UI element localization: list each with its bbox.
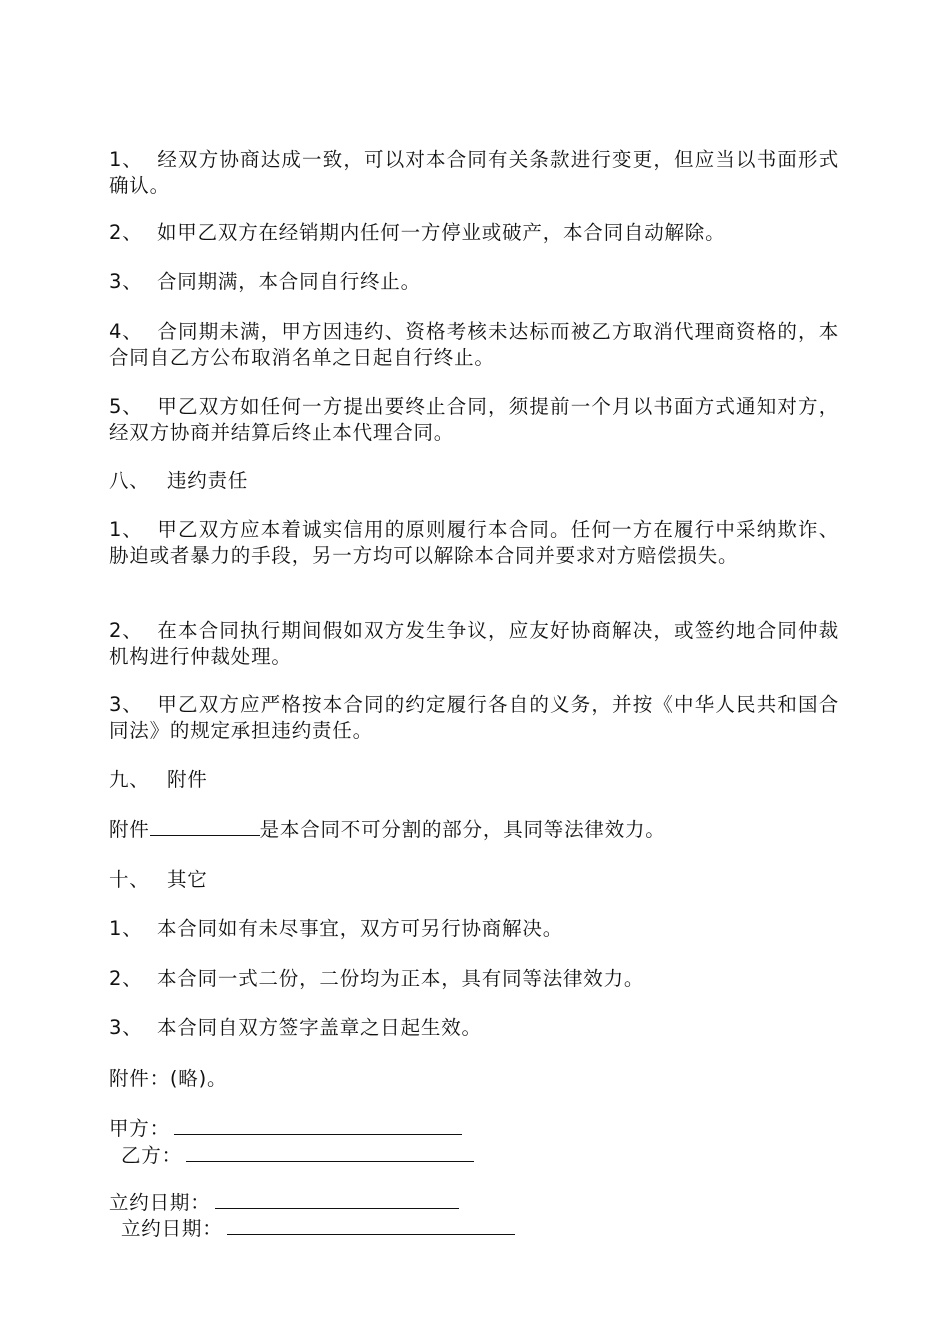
attachment-blank-line bbox=[150, 817, 260, 836]
attachment-label: 附件 bbox=[109, 818, 150, 841]
clause-number: 3、 bbox=[109, 1016, 143, 1039]
clause-number: 1、 bbox=[109, 518, 143, 541]
clause-number: 3、 bbox=[109, 693, 143, 716]
clause-text: 甲乙双方应本着诚实信用的原则履行本合同。任何一方在履行中采纳欺诈、胁迫或者暴力的手段，另一方均可以解除本合同并要求对方赔偿损失。 bbox=[109, 518, 839, 567]
clause-10-2 bbox=[109, 966, 839, 992]
section-number: 九、 bbox=[109, 768, 150, 791]
clause-text: 本合同一式二份，二份均为正本，具有同等法律效力。 bbox=[157, 967, 645, 990]
section-title: 其它 bbox=[167, 868, 208, 891]
clause-text: 如甲乙双方在经销期内任何一方停业或破产，本合同自动解除。 bbox=[157, 221, 726, 244]
clause-8-2 bbox=[109, 618, 839, 670]
party-b-signature-line bbox=[186, 1143, 474, 1162]
party-b-signature bbox=[121, 1143, 474, 1169]
clause-text: 本合同自双方签字盖章之日起生效。 bbox=[157, 1016, 482, 1039]
clause-10-1 bbox=[109, 916, 839, 942]
clause-text: 本合同如有未尽事宜，双方可另行协商解决。 bbox=[157, 917, 564, 940]
section-title: 附件 bbox=[167, 768, 208, 791]
date-b-line bbox=[227, 1216, 515, 1235]
party-a-signature-line bbox=[174, 1116, 462, 1135]
date-b-signature bbox=[121, 1216, 515, 1242]
attachment-text: 是本合同不可分割的部分，具同等法律效力。 bbox=[259, 818, 666, 841]
clause-text: 经双方协商达成一致，可以对本合同有关条款进行变更，但应当以书面形式确认。 bbox=[109, 148, 839, 197]
clause-7-3 bbox=[109, 269, 839, 295]
clause-7-1 bbox=[109, 147, 839, 199]
section-heading-10 bbox=[109, 867, 208, 893]
clause-text: 合同期未满，甲方因违约、资格考核未达标而被乙方取消代理商资格的，本合同自乙方公布取消名单之日起自行终止。 bbox=[109, 320, 839, 369]
clause-number: 1、 bbox=[109, 148, 143, 171]
date-a-label: 立约日期： bbox=[109, 1191, 211, 1214]
clause-number: 4、 bbox=[109, 320, 143, 343]
section-number: 十、 bbox=[109, 868, 150, 891]
section-heading-9 bbox=[109, 767, 208, 793]
clause-number: 2、 bbox=[109, 221, 143, 244]
attachment-note: 附件：(略)。 bbox=[109, 1067, 228, 1090]
clause-text: 甲乙双方如任何一方提出要终止合同，须提前一个月以书面方式通知对方，经双方协商并结算后终止本代理合同。 bbox=[109, 395, 839, 444]
clause-number: 2、 bbox=[109, 619, 143, 642]
party-a-label: 甲方： bbox=[109, 1117, 170, 1140]
clause-number: 5、 bbox=[109, 395, 143, 418]
clause-7-2 bbox=[109, 220, 839, 246]
date-a-line bbox=[215, 1190, 459, 1209]
party-a-signature bbox=[109, 1116, 462, 1142]
date-b-label: 立约日期： bbox=[121, 1217, 223, 1240]
section-number: 八、 bbox=[109, 469, 150, 492]
section-heading-8 bbox=[109, 468, 248, 494]
clause-number: 2、 bbox=[109, 967, 143, 990]
clause-7-4 bbox=[109, 319, 839, 371]
clause-text: 合同期满，本合同自行终止。 bbox=[157, 270, 421, 293]
clause-10-3 bbox=[109, 1015, 839, 1041]
party-b-label: 乙方： bbox=[121, 1144, 182, 1167]
date-a-signature bbox=[109, 1190, 459, 1216]
clause-text: 在本合同执行期间假如双方发生争议，应友好协商解决，或签约地合同仲裁机构进行仲裁处理。 bbox=[109, 619, 839, 668]
clause-number: 1、 bbox=[109, 917, 143, 940]
clause-8-3 bbox=[109, 692, 839, 744]
clause-text: 甲乙双方应严格按本合同的约定履行各自的义务，并按《中华人民共和国合同法》的规定承担违约责任。 bbox=[109, 693, 839, 742]
attachment-clause bbox=[109, 817, 839, 843]
clause-8-1 bbox=[109, 517, 839, 569]
section-title: 违约责任 bbox=[167, 469, 249, 492]
clause-7-5 bbox=[109, 394, 839, 446]
clause-number: 3、 bbox=[109, 270, 143, 293]
